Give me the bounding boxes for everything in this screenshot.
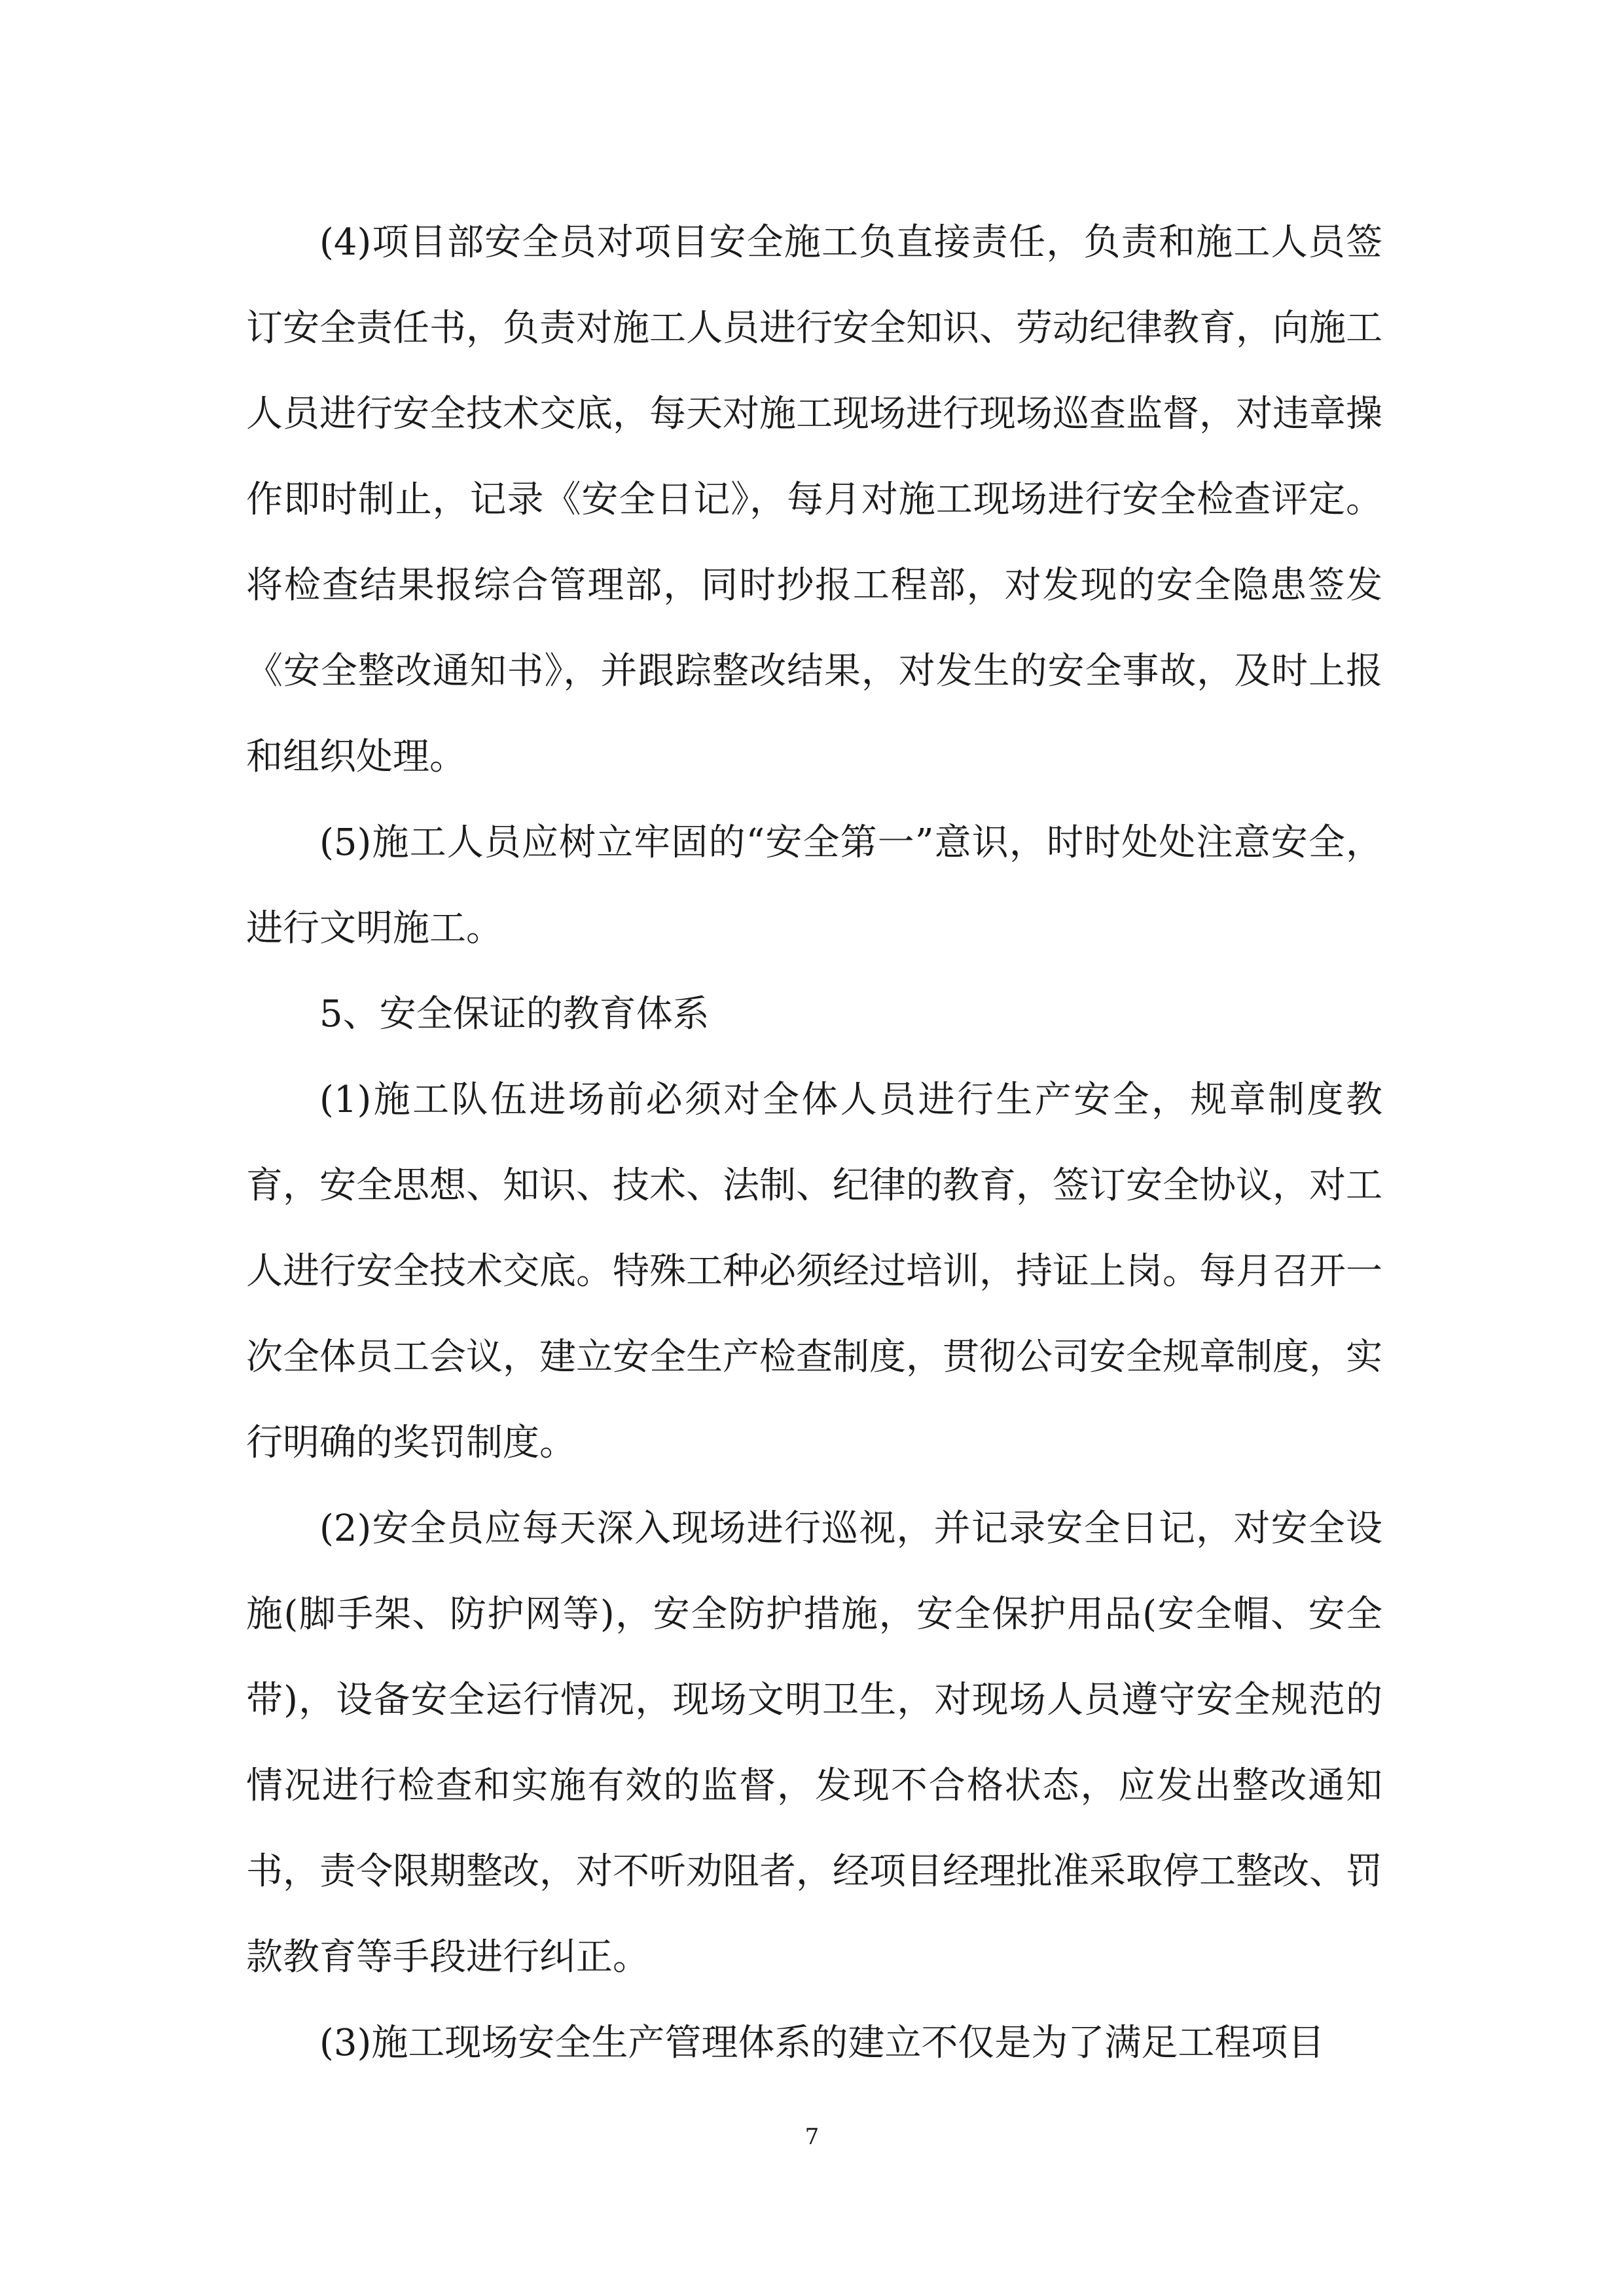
page-number: 7 — [804, 2124, 820, 2150]
paragraph-daily-inspection: (2)安全员应每天深入现场进行巡视，并记录安全日记，对安全设施(脚手架、防护网等)，安全防护措施，安全保护用品(安全帽、安全带)，设备安全运行情况，现场文明卫生，对现场人员遵守安全规范的情况进行检查和实施有效的监督，发现不合格状态，应发出整改通知书，责令限期整改，对不听劝阻者，经项目经理批准采取停工整改、罚款教育等手段进行纠正。 — [246, 1507, 1382, 1979]
paragraph-safety-first-awareness: (5)施工人员应树立牢固的“安全第一”意识，时时处处注意安全，进行文明施工。 — [246, 821, 1382, 950]
paragraph-safety-officer-duties: (4)项目部安全员对项目安全施工负直接责任，负责和施工人员签订安全责任书，负责对施工人员进行安全知识、劳动纪律教育，向施工人员进行安全技术交底，每天对施工现场进行现场巡查监督，对违章操作即时制止，记录《安全日记》，每月对施工现场进行安全检查评定。将检查结果报综合管理部，同时抄报工程部，对发现的安全隐患签发《安全整改通知书》，并跟踪整改结果，对发生的安全事故，及时上报和组织处理。 — [246, 221, 1382, 778]
section-heading-education-system: 5、安全保证的教育体系 — [319, 993, 710, 1035]
paragraph-management-system: (3)施工现场安全生产管理体系的建立不仅是为了满足工程项目 — [319, 2022, 1325, 2064]
document-body — [246, 200, 1382, 2086]
paragraph-pre-entry-education: (1)施工队伍进场前必须对全体人员进行生产安全，规章制度教育，安全思想、知识、技术、法制、纪律的教育，签订安全协议，对工人进行安全技术交底。特殊工种必须经过培训，持证上岗。每月召开一次全体员工会议，建立安全生产检查制度，贯彻公司安全规章制度，实行明确的奖罚制度。 — [246, 1079, 1382, 1464]
